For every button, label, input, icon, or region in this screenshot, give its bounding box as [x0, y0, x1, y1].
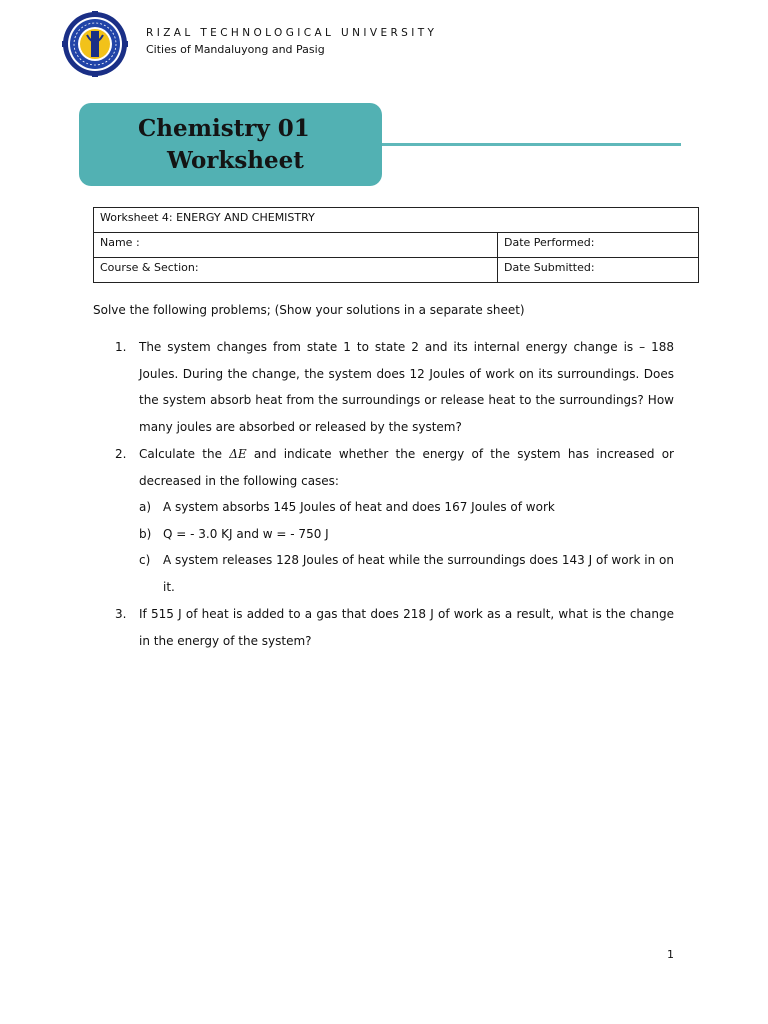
worksheet-info-table — [93, 207, 699, 283]
sub-item-b-text: Q = - 3.0 KJ and w = - 750 J — [163, 527, 329, 541]
title-rule — [382, 143, 681, 146]
course-section-field[interactable]: Course & Section: — [94, 258, 498, 283]
sub-item-a-text: A system absorbs 145 Joules of heat and does 167 Joules of work — [163, 500, 555, 514]
delta-e-symbol: ΔE — [229, 447, 247, 461]
question-3-number: 3. — [115, 607, 127, 621]
instructions: Solve the following problems; (Show your solutions in a separate sheet) — [93, 303, 525, 317]
worksheet-label: Worksheet 4: ENERGY AND CHEMISTRY — [94, 208, 699, 233]
university-name: RIZAL TECHNOLOGICAL UNIVERSITY — [146, 27, 438, 39]
question-2-text-before: Calculate the — [139, 447, 222, 461]
question-3-text: If 515 J of heat is added to a gas that does 218 J of work as a result, what is the change in the energy of the system? — [139, 607, 674, 648]
question-2-text-after: and indicate whether the energy of the system has increased or decreased in the following cases: — [139, 447, 674, 488]
page-number: 1 — [667, 948, 674, 961]
campus-subtitle: Cities of Mandaluyong and Pasig — [146, 43, 325, 56]
question-2-text — [139, 441, 674, 494]
sub-item-c-label: c) — [139, 553, 151, 567]
title-line-1: Chemistry 01 — [138, 115, 310, 142]
title-line-2: Worksheet — [167, 147, 304, 174]
sub-item-a-label: a) — [139, 500, 152, 514]
name-field[interactable]: Name : — [94, 233, 498, 258]
date-submitted-field[interactable]: Date Submitted: — [498, 258, 699, 283]
university-seal-icon — [62, 11, 128, 77]
question-1-number: 1. — [115, 340, 127, 354]
date-performed-field[interactable]: Date Performed: — [498, 233, 699, 258]
sub-item-b-label: b) — [139, 527, 152, 541]
question-1-text: The system changes from state 1 to state 2 and its internal energy change is – 188 Joules. During the change, the system does 12 Joules of work on its surroundings. Does the system absorb heat from the surroundings or release heat to the surroundings? How many joules are absorbed or released by the system? — [139, 340, 674, 435]
question-2-number: 2. — [115, 447, 127, 461]
sub-item-c-text: A system releases 128 Joules of heat while the surroundings does 143 J of work in on it. — [163, 553, 674, 594]
